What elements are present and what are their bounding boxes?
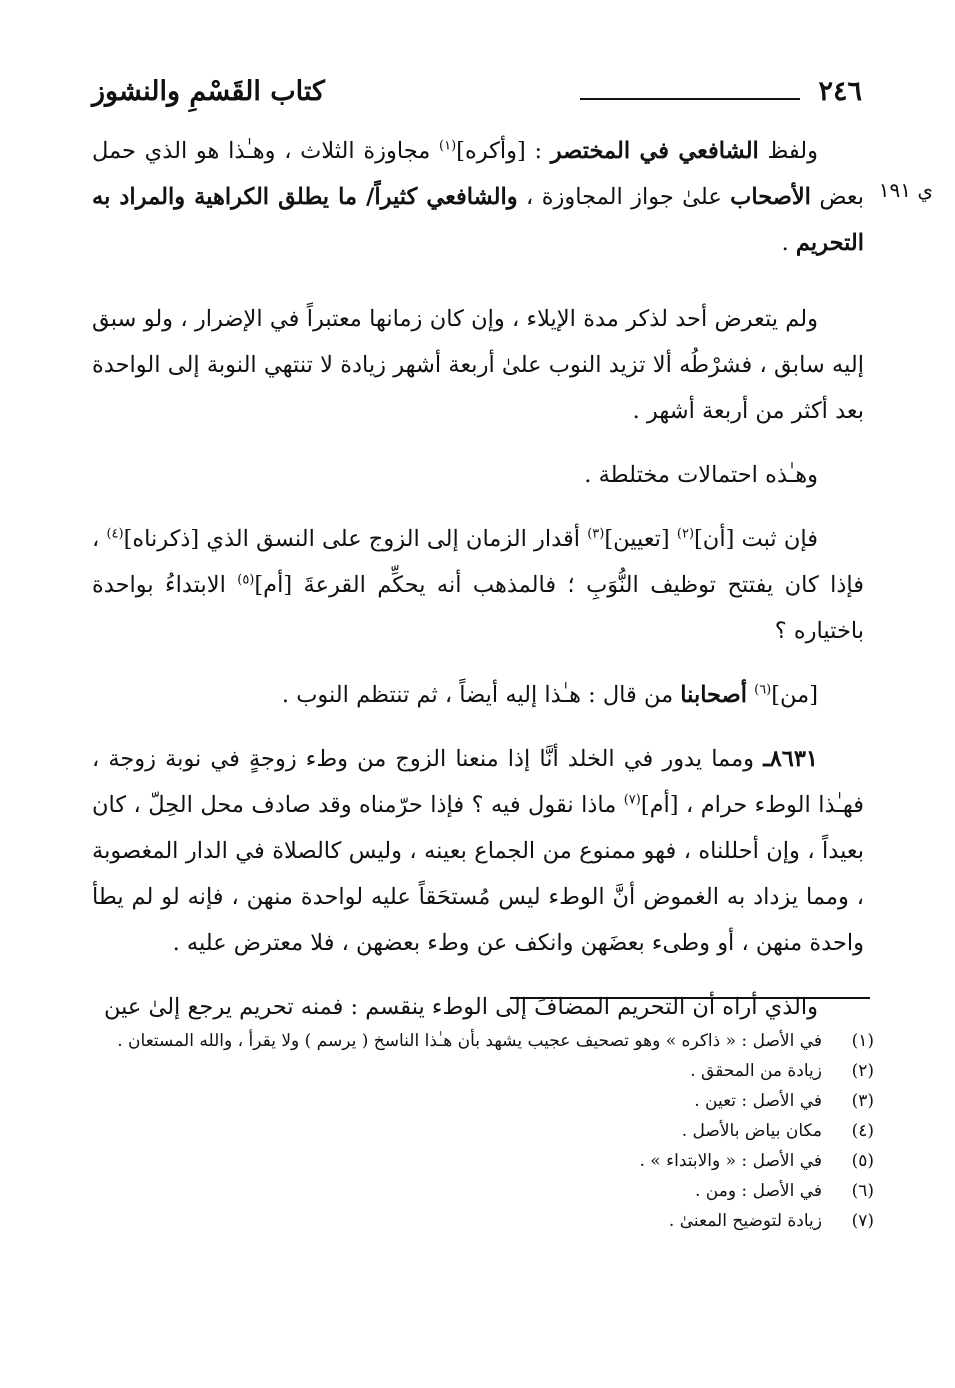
page-header [92,76,862,116]
text-run: ماذا نقول فيه ؟ فإذا حرّمناه وقد صادف محل الحِلّ ، كان بعيداً ، وإن أحللناه ، فهو ممنوع من الجماع بعينه ، وليس كالصلاة في الدار المغصوبة ، ومما يزداد به الغموض أنَّ الوطء ليس مُستحَقاً عليه لواحدة منهن ، فإنه لو لم يطأ واحدة منهن ، أو وطىء بعضَهن وانكف عن وطء بعضهن ، فلا معترض عليه . [92,792,864,956]
footnote-number: (٦) [851,1181,874,1201]
bold-text: والشافعي كثيراً/ ما يطلق الكراهية والمراد به التحريم [92,184,864,256]
footnote [82,1086,874,1116]
bold-text: أصحابنا [680,682,747,708]
footnote-number: (٧) [851,1211,874,1231]
text-run: من قال : هـٰذا إليه أيضاً ، ثم تنتظم النوب . [281,682,681,708]
footnote-ref: (٥) [237,572,255,588]
paragraph [92,296,864,434]
text-run: ، فإذا كان يفتتح توظيف النُّوَبِ ؛ فالمذهب أنه يحكِّم القرعةَ [أم] [92,526,864,598]
footnote-ref: (٧) [623,792,641,808]
footnote-number: (٢) [851,1061,874,1081]
footnote-ref: (٣) [587,526,605,542]
text-run: علىٰ جواز المجاوزة ، [517,184,731,210]
footnote-text: مكان بياض بالأصل . [681,1121,822,1141]
header-rule [580,98,800,100]
footnote [82,1146,874,1176]
page-number: ٢٤٦ [818,76,862,107]
footnote-text: في الأصل : « والابتداء » . [639,1151,822,1171]
footnote-number: (٣) [851,1091,874,1111]
text-run: . [781,230,796,256]
footnote [82,1116,874,1146]
text-run: ولفظ [758,138,818,164]
paragraph [92,128,864,266]
footnote-text: في الأصل : تعين . [694,1091,822,1111]
text-run: فإن ثبت [أن] [694,526,818,552]
main-text [92,128,864,1048]
bold-text: ٨٦٣١ـ [763,746,818,772]
paragraph [92,984,864,1030]
paragraph [92,736,864,966]
footnote-text: في الأصل : ومن . [694,1181,822,1201]
footnote-text: زيادة من المحقق . [690,1061,822,1081]
footnote [82,1056,874,1086]
text-run: وهـٰذه احتمالات مختلطة . [584,462,818,488]
bold-text: الأصحاب [730,184,811,210]
footnote-text: زيادة لتوضيح المعنىٰ . [668,1211,822,1231]
text-run: الابتداءُ بواحدة باختياره ؟ [92,572,864,644]
footnote [82,1206,874,1236]
text-run: [من] [771,682,818,708]
footnote-number: (٥) [851,1151,874,1171]
text-run: [تعيين] [604,526,677,552]
footnote-ref: (٤) [106,526,124,542]
paragraph [92,672,864,718]
footnote-ref: (١) [439,138,457,154]
footnote-separator [510,997,870,999]
footnote [82,1176,874,1206]
text-run: : [وأكره] [456,138,551,164]
paragraph [92,516,864,654]
bold-text: الشافعي في المختصر [550,138,759,164]
margin-folio-note: ي ١٩١ [878,178,933,202]
text-run: ولم يتعرض أحد لذكر مدة الإيلاء ، وإن كان زمانها معتبراً في الإضرار ، ولو سبق إليه سابق ، فشرْطُه ألا تزيد النوب علىٰ أربعة أشهر زيادة لا تنتهي النوبة إلى الواحدة بعد أكثر من أربعة أشهر . [92,306,864,424]
text-run: مجاوزة الثلاث ، وهـٰذا هو الذي حمل بعض [92,138,864,210]
paragraph [92,452,864,498]
footnote-ref: (٢) [676,526,695,542]
footnote-ref: (٦) [754,682,772,698]
footnotes [82,1026,874,1236]
text-run: ومما يدور في الخلد أنَّا إذا منعنا الزوج من وطء زوجةٍ في نوبة زوجة ، فهـٰذا الوطء حرام ، [أم] [92,746,865,818]
footnote-text: في الأصل : « ذاكره » وهو تصحيف عجيب يشهد بأن هـٰذا الناسخ ( يرسم ) ولا يقرأ ، والله المستعان . [117,1031,822,1051]
footnote-number: (١) [851,1031,874,1051]
text-run: أقدار الزمان إلى الزوج على النسق الذي [ذكرناه] [123,526,588,552]
footnote-number: (٤) [851,1121,874,1141]
footnote [82,1026,874,1056]
running-title: كتاب القَسْمِ والنشوز [92,76,325,107]
text-run: والذي أراه أن التحريم المضافَ إلى الوطء ينقسم : فمنه تحريم يرجع إلىٰ عين [103,994,818,1020]
